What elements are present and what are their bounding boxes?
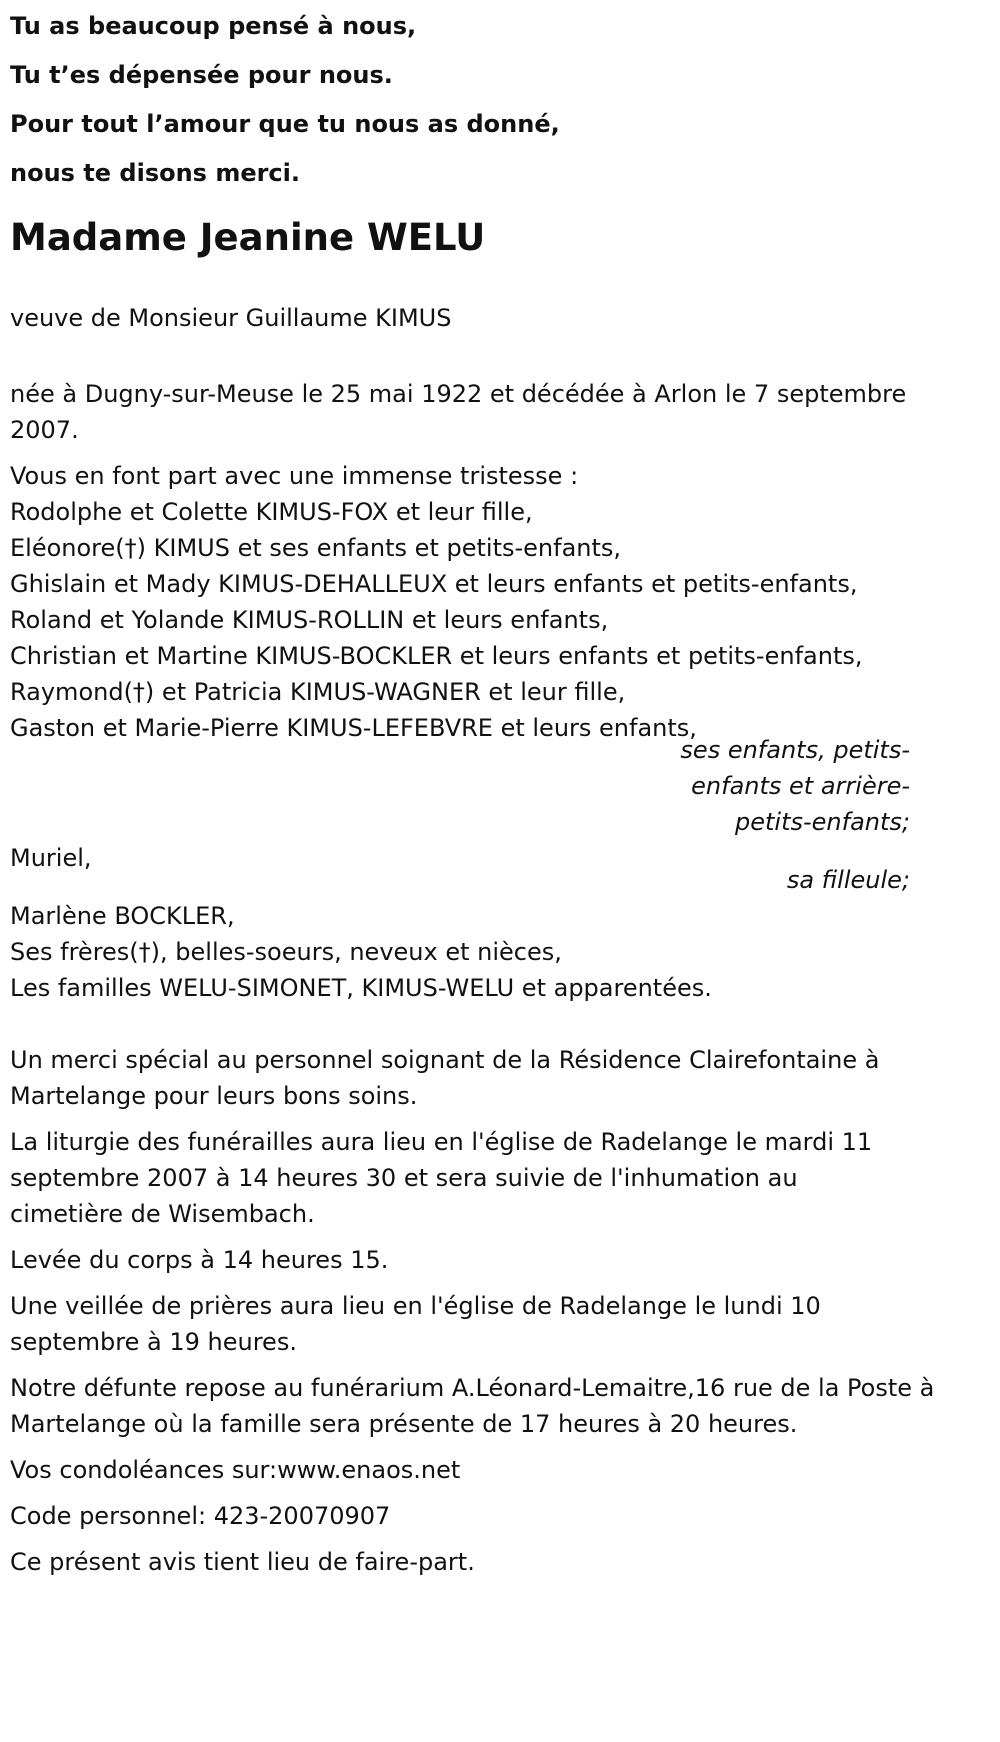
family-line: Roland et Yolande KIMUS-ROLLIN et leurs enfants, <box>10 606 609 634</box>
funeral-paragraph: La liturgie des funérailles aura lieu en l'église de Radelange le mardi 11 septembre 2007 à 14 heures 30 et sera suivie de l'inhumation au cimetière de Wisembach. <box>10 1128 873 1228</box>
levee-paragraph: Levée du corps à 14 heures 15. <box>10 1246 389 1274</box>
poem <box>10 2 990 198</box>
poem-line: nous te disons merci. <box>10 159 301 187</box>
relative-line: Les familles WELU-SIMONET, KIMUS-WELU et apparentées. <box>10 974 712 1002</box>
deceased-name: Madame Jeanine WELU <box>10 216 486 259</box>
poem-line: Tu as beaucoup pensé à nous, <box>10 12 417 40</box>
family-line: Ghislain et Mady KIMUS-DEHALLEUX et leurs enfants et petits-enfants, <box>10 570 858 598</box>
descendants-label <box>10 732 990 840</box>
godchild-name: Muriel, <box>10 844 92 872</box>
relative-line: Ses frères(†), belles-soeurs, neveux et nièces, <box>10 938 562 966</box>
poem-line: Pour tout l’amour que tu nous as donné, <box>10 110 560 138</box>
godchild-label: sa filleule; <box>786 866 910 894</box>
condolences-line: Vos condoléances sur:www.enaos.net <box>10 1456 461 1484</box>
vigil-paragraph: Une veillée de prières aura lieu en l'église de Radelange le lundi 10 septembre à 19 heures. <box>10 1292 821 1356</box>
family-line: Raymond(†) et Patricia KIMUS-WAGNER et leur fille, <box>10 678 626 706</box>
other-relatives <box>10 898 990 1006</box>
spouse-line: veuve de Monsieur Guillaume KIMUS <box>10 304 452 332</box>
announce-intro: Vous en font part avec une immense tristesse : <box>10 462 579 490</box>
family-announcement <box>10 458 990 746</box>
descendants-label-line: enfants et arrière- <box>691 772 910 800</box>
family-line: Christian et Martine KIMUS-BOCKLER et leurs enfants et petits-enfants, <box>10 642 863 670</box>
relative-line: Marlène BOCKLER, <box>10 902 235 930</box>
birth-death-line: née à Dugny-sur-Meuse le 25 mai 1922 et décédée à Arlon le 7 septembre 2007. <box>10 380 907 444</box>
thanks-paragraph: Un merci spécial au personnel soignant de la Résidence Clairefontaine à Martelange pour leurs bons soins. <box>10 1046 880 1110</box>
family-line: Gaston et Marie-Pierre KIMUS-LEFEBVRE et leurs enfants, <box>10 714 697 742</box>
personal-code-line: Code personnel: 423-20070907 <box>10 1502 391 1530</box>
poem-line: Tu t’es dépensée pour nous. <box>10 61 393 89</box>
family-line: Rodolphe et Colette KIMUS-FOX et leur fille, <box>10 498 533 526</box>
rest-paragraph: Notre défunte repose au funérarium A.Léonard-Lemaitre,16 rue de la Poste à Martelange où la famille sera présente de 17 heures à 20 heures. <box>10 1374 935 1438</box>
descendants-label-line: petits-enfants; <box>735 808 910 836</box>
descendants-label-line: ses enfants, petits- <box>680 736 910 764</box>
godchild-block <box>10 840 990 896</box>
obituary-notice <box>0 2 1000 1580</box>
family-line: Eléonore(†) KIMUS et ses enfants et petits-enfants, <box>10 534 622 562</box>
closing-line: Ce présent avis tient lieu de faire-part. <box>10 1548 475 1576</box>
